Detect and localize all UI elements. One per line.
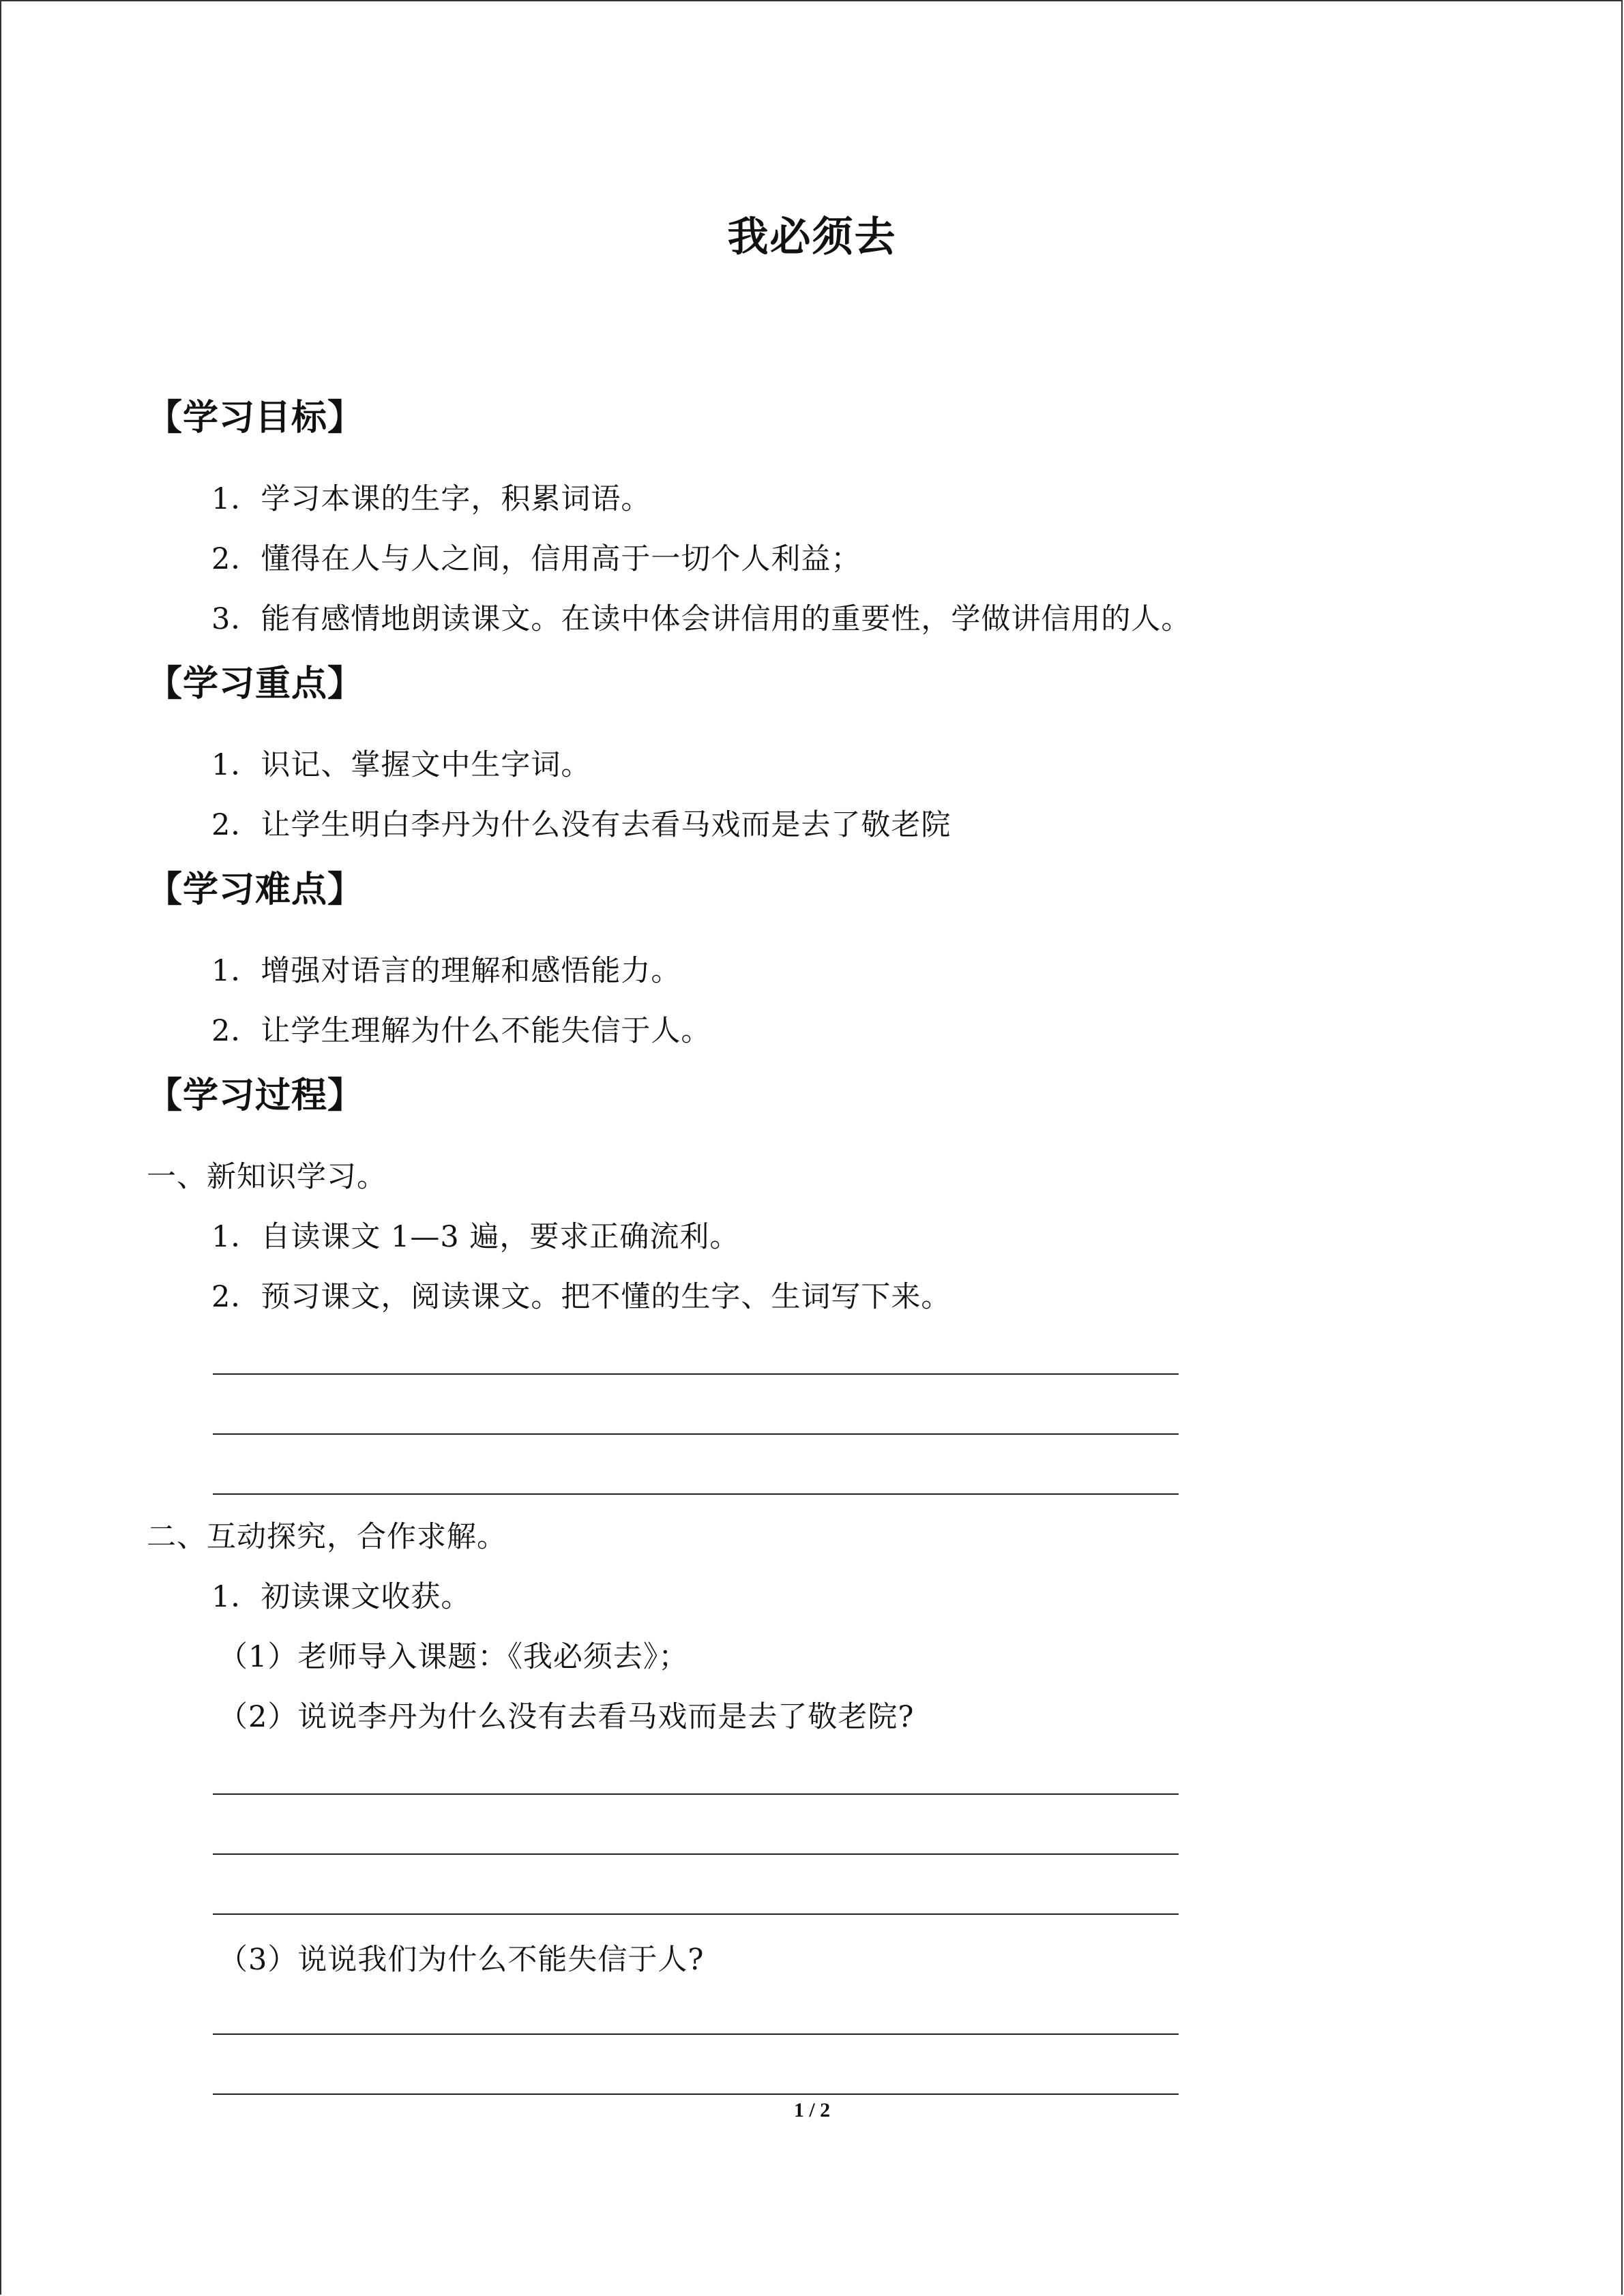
- process-part2-sub-item-3: （3）说说我们为什么不能失信于人?: [218, 1943, 705, 1977]
- difficulty-item-1: 1．增强对语言的理解和感悟能力。: [211, 954, 681, 988]
- difficulty-item-2: 2．让学生理解为什么不能失信于人。: [211, 1014, 711, 1048]
- goal-item-2: 2．懂得在人与人之间，信用高于一切个人利益；: [211, 542, 861, 576]
- process-part1-item-1: 1．自读课文 1—3 遍，要求正确流利。: [211, 1220, 740, 1254]
- process-part2-item-1: 1．初读课文收获。: [211, 1580, 471, 1614]
- goal-item-1: 1．学习本课的生字，积累词语。: [211, 482, 651, 516]
- process-part2-sub-item-2: （2）说说李丹为什么没有去看马戏而是去了敬老院?: [218, 1700, 915, 1734]
- answer-line: [213, 1373, 1179, 1375]
- document-title: 我必须去: [727, 213, 897, 261]
- process-part1-item-2: 2．预习课文，阅读课文。把不懂的生字、生词写下来。: [211, 1280, 951, 1314]
- section-heading-difficulties: 【学习难点】: [147, 869, 364, 910]
- section-heading-goals: 【学习目标】: [147, 398, 364, 438]
- answer-line: [213, 2093, 1179, 2095]
- process-part2-title: 二、互动探究，合作求解。: [147, 1520, 507, 1554]
- section-heading-process: 【学习过程】: [147, 1075, 364, 1116]
- answer-line: [213, 1853, 1179, 1855]
- page-number: 1 / 2: [793, 2099, 831, 2121]
- answer-line: [213, 1493, 1179, 1495]
- section-heading-key-points: 【学习重点】: [147, 664, 364, 704]
- process-part1-title: 一、新知识学习。: [147, 1160, 387, 1194]
- answer-line: [213, 1913, 1179, 1915]
- answer-line: [213, 1793, 1179, 1795]
- process-part2-sub-item-1: （1）老师导入课题：《我必须去》；: [218, 1640, 689, 1674]
- key-point-item-2: 2．让学生明白李丹为什么没有去看马戏而是去了敬老院: [211, 808, 951, 842]
- answer-line: [213, 2033, 1179, 2035]
- answer-line: [213, 1433, 1179, 1435]
- key-point-item-1: 1．识记、掌握文中生字词。: [211, 748, 591, 782]
- goal-item-3: 3．能有感情地朗读课文。在读中体会讲信用的重要性，学做讲信用的人。: [211, 602, 1192, 636]
